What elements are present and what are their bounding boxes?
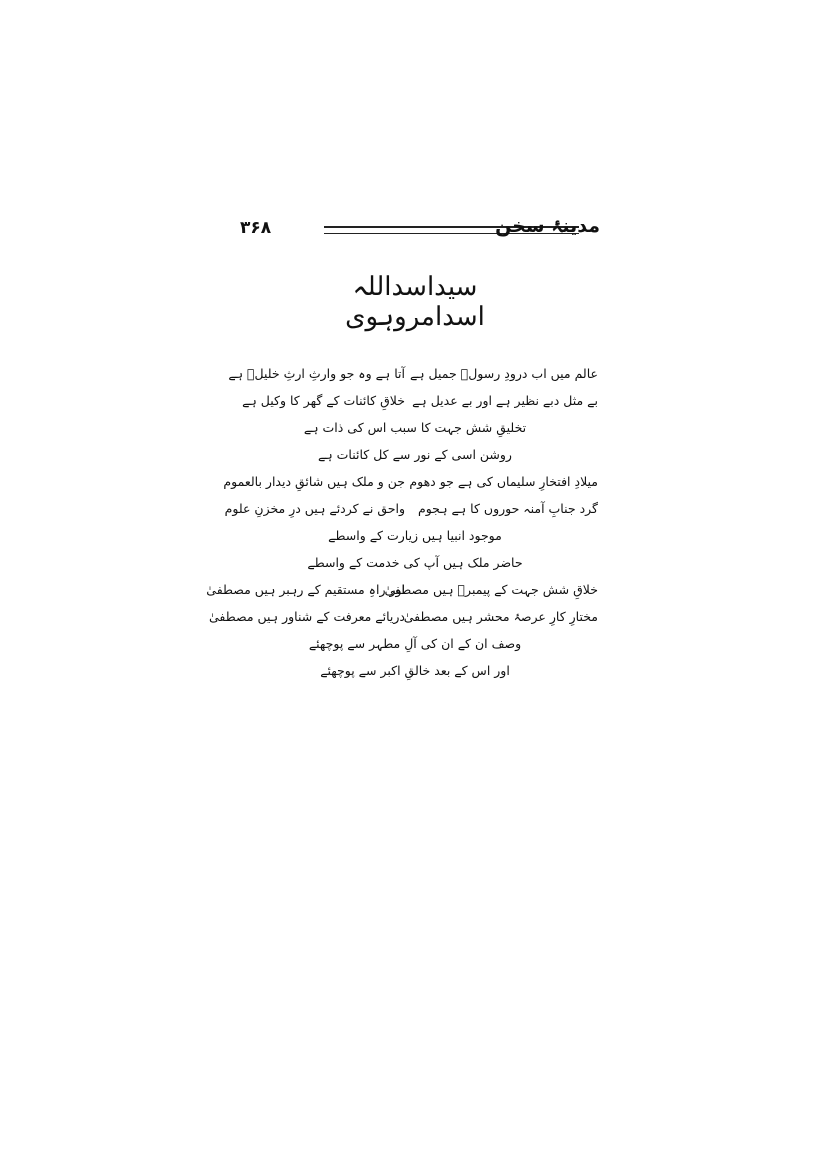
misra-first: خلاقِ شش جہت کے پیمبرؐ ہیں مصطفیٰ: [384, 582, 598, 597]
page-header: [240, 215, 600, 248]
misra-first: بے مثل دبے نظیر ہے اور بے عدیل ہے: [412, 393, 598, 408]
misra-second: دریائے معرفت کے شناور ہیں مصطفیٰ: [209, 609, 405, 624]
couplet: [228, 366, 598, 393]
couplet: [240, 393, 598, 420]
misra-second: واحق نے کردئے ہیں درِ مخزنِ علوم: [224, 501, 405, 516]
misra-second: آتا ہے وہ جو وارثِ ارثِ خلیلؑ ہے: [228, 366, 405, 381]
poet-heading: سیداسداللہ اسدامروہوی: [345, 272, 485, 332]
centered-verse: [240, 528, 590, 555]
centered-verse-text: تخلیقِ شش جہت کا سبب اس کی ذات ہے: [303, 420, 527, 435]
centered-verse: [240, 663, 590, 690]
page-number: ۳۶۸: [240, 218, 272, 238]
book-title: مدینۂ سخن: [495, 215, 600, 237]
centered-verse: [240, 636, 590, 663]
verse-block: [206, 366, 598, 690]
misra-first: گرد جنابِ آمنہ حوروں کا ہے ہجوم: [417, 501, 598, 516]
centered-verse-text: وصف ان کے ان کی آلِ مطہر سے پوچھئے: [308, 636, 522, 651]
misra-first: میلادِ افتخارِ سلیماں کی ہے جو دھوم: [409, 474, 598, 489]
misra-second: اور راہِ مستقیم کے رہبر ہیں مصطفیٰ: [206, 582, 405, 597]
centered-verse-text: روشن اسی کے نور سے کل کائنات ہے: [318, 447, 512, 462]
misra-second: خلاقِ کائنات کے گھر کا وکیل ہے: [242, 393, 405, 408]
centered-verse: [240, 555, 590, 582]
centered-verse-text: حاضر ملک ہیں آپ کی خدمت کے واسطے: [307, 555, 523, 570]
centered-verse: [240, 447, 590, 474]
couplet: [209, 609, 598, 636]
centered-verse: [240, 420, 590, 447]
centered-verse-text: موجود انبیا ہیں زیارت کے واسطے: [328, 528, 502, 543]
centered-verse-text: اور اس کے بعد خالقِ اکبر سے پوچھئے: [320, 663, 510, 678]
misra-first: عالم میں اب درودِ رسولؐ جمیل ہے: [409, 366, 598, 381]
misra-second: جن و ملک ہیں شائقِ دیدار بالعموم: [223, 474, 405, 489]
couplet: [206, 582, 598, 609]
couplet: [223, 474, 598, 501]
misra-first: مختارِ کارِ عرصۂ محشر ہیں مصطفیٰ: [403, 609, 598, 624]
couplet: [224, 501, 598, 528]
